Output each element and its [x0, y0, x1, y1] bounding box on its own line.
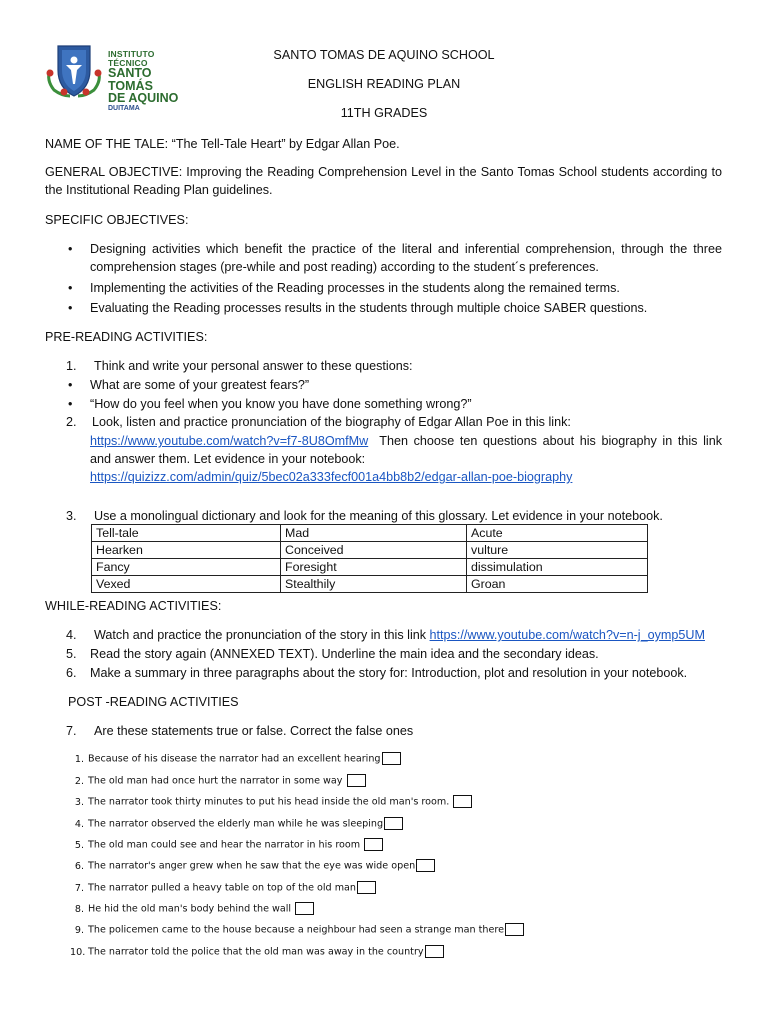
grade-title: 11TH GRADES	[340, 106, 428, 120]
while-reading-heading: WHILE-READING ACTIVITIES:	[45, 599, 222, 613]
statement-item: 6. The narrator's anger grew when he saw that the eye was wide open	[70, 859, 435, 872]
school-name: SANTO TOMAS DE AQUINO SCHOOL	[273, 48, 495, 62]
statement-item: 10. The narrator told the police that the old man was away in the country	[70, 945, 444, 958]
bullet-icon: •	[68, 281, 73, 295]
pre-reading-heading: PRE-READING ACTIVITIES:	[45, 330, 208, 344]
story-video-link[interactable]: https://www.youtube.com/watch?v=n-j_oymp5UM	[429, 628, 705, 642]
answer-checkbox[interactable]	[295, 902, 314, 915]
table-row: Tell-tale Mad Acute	[92, 525, 648, 542]
statement-item: 8. He hid the old man's body behind the wall	[70, 902, 314, 915]
answer-checkbox[interactable]	[505, 923, 524, 936]
answer-checkbox[interactable]	[425, 945, 444, 958]
table-row: Vexed Stealthily Groan	[92, 576, 648, 593]
post-reading-heading: POST -READING ACTIVITIES	[68, 695, 239, 709]
answer-checkbox[interactable]	[357, 881, 376, 894]
answer-checkbox[interactable]	[416, 859, 435, 872]
statement-item: 3. The narrator took thirty minutes to put his head inside the old man's room.	[70, 795, 472, 808]
tale-name: NAME OF THE TALE: “The Tell-Tale Heart” by Edgar Allan Poe.	[45, 137, 400, 151]
answer-checkbox[interactable]	[453, 795, 472, 808]
table-row: Fancy Foresight dissimulation	[92, 559, 648, 576]
statement-item: 1. Because of his disease the narrator had an excellent hearing	[70, 752, 401, 765]
statement-item: 4. The narrator observed the elderly man while he was sleeping	[70, 817, 403, 830]
biography-video-link[interactable]: https://www.youtube.com/watch?v=f7-8U8OmfMw	[90, 434, 369, 448]
plan-title: ENGLISH READING PLAN	[307, 77, 461, 91]
pre-reading-item-2-body: https://www.youtube.com/watch?v=f7-8U8OmfMw Then choose ten questions about his biography in this link and answer them. Let evidence in your notebook: https://quizizz.com/admin/quiz/5bec02a333fecf001a4bb8b2/edgar-allan-poe-biography	[90, 434, 722, 484]
bullet-icon: •	[68, 242, 73, 256]
specific-objectives-heading: SPECIFIC OBJECTIVES:	[45, 213, 189, 227]
answer-checkbox[interactable]	[382, 752, 401, 765]
bullet-icon: •	[68, 301, 73, 315]
logo-line-1: INSTITUTO TÉCNICO	[108, 49, 155, 68]
statement-item: 7. The narrator pulled a heavy table on top of the old man	[70, 881, 376, 894]
glossary-table	[91, 524, 648, 593]
logo-line-3: DE AQUINO	[108, 91, 179, 105]
answer-checkbox[interactable]	[347, 774, 366, 787]
logo-line-2: SANTO TOMÁS	[108, 66, 153, 93]
statement-item: 9. The policemen came to the house because a neighbour had seen a strange man there	[70, 923, 524, 936]
general-objective: GENERAL OBJECTIVE: Improving the Reading Comprehension Level in the Santo Tomas School students according to the Institutional Reading Plan guidelines.	[45, 165, 722, 197]
answer-checkbox[interactable]	[364, 838, 383, 851]
statement-item: 5. The old man could see and hear the narrator in his room	[70, 838, 383, 851]
table-row: Hearken Conceived vulture	[92, 542, 648, 559]
answer-checkbox[interactable]	[384, 817, 403, 830]
bullet-icon: •	[68, 397, 73, 411]
logo-line-4: DUITAMA	[108, 104, 140, 112]
statement-item: 2. The old man had once hurt the narrator in some way	[70, 774, 366, 787]
biography-quiz-link[interactable]: https://quizizz.com/admin/quiz/5bec02a333fecf001a4bb8b2/edgar-allan-poe-biography	[90, 470, 573, 484]
bullet-icon: •	[68, 378, 73, 392]
